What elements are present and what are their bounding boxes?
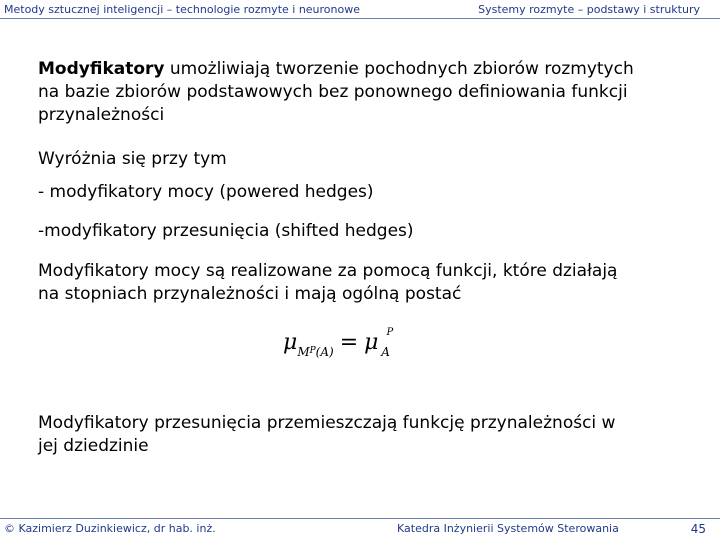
formula-power-modifier bbox=[283, 327, 394, 359]
footer-author: © Kazimierz Duzinkiewicz, dr hab. inż. bbox=[4, 522, 216, 535]
formula-mu-left: μ bbox=[283, 330, 298, 355]
formula-sub-a: A bbox=[381, 345, 390, 359]
paragraph-distinguished: Wyróżnia się przy tym bbox=[38, 149, 227, 169]
keyword-modyfikatory: Modyfikatory bbox=[38, 59, 165, 79]
footer-divider bbox=[0, 518, 720, 519]
footer-department: Katedra Inżynierii Systemów Sterowania bbox=[397, 522, 619, 535]
page-number: 45 bbox=[690, 522, 706, 536]
paragraph-power-modifiers: Modyfikatory mocy są realizowane za pomocą funkcji, które działają na stopniach przynależności i mają ogólną postać bbox=[38, 261, 618, 304]
formula-sub-p: P bbox=[309, 346, 316, 356]
paragraph-modifiers-definition-text: umożliwiają tworzenie pochodnych zbiorów rozmytych na bazie zbiorów podstawowych bez ponownego definiowania funkcji przynależności bbox=[38, 59, 634, 125]
formula-equals: = bbox=[339, 330, 359, 355]
header-course-title: Metody sztucznej inteligencji – technologie rozmyte i neuronowe bbox=[4, 3, 361, 16]
paragraph-shift-modifiers: Modyfikatory przesunięcia przemieszczają funkcję przynależności w jej dziedzinie bbox=[38, 413, 616, 456]
formula-mu-right: μ bbox=[364, 330, 379, 355]
header-section-title: Systemy rozmyte – podstawy i struktury bbox=[478, 3, 700, 16]
paragraph-modifiers-definition bbox=[38, 58, 698, 127]
formula-sub-arg: (A) bbox=[315, 345, 334, 359]
header-divider bbox=[0, 18, 720, 19]
list-item-powered-hedges: - modyfikatory mocy (powered hedges) bbox=[38, 182, 374, 202]
formula-sup-p: P bbox=[386, 327, 394, 338]
list-item-shifted-hedges: -modyfikatory przesunięcia (shifted hedges) bbox=[38, 221, 414, 241]
formula-sub-m: MP(A) bbox=[297, 345, 334, 359]
